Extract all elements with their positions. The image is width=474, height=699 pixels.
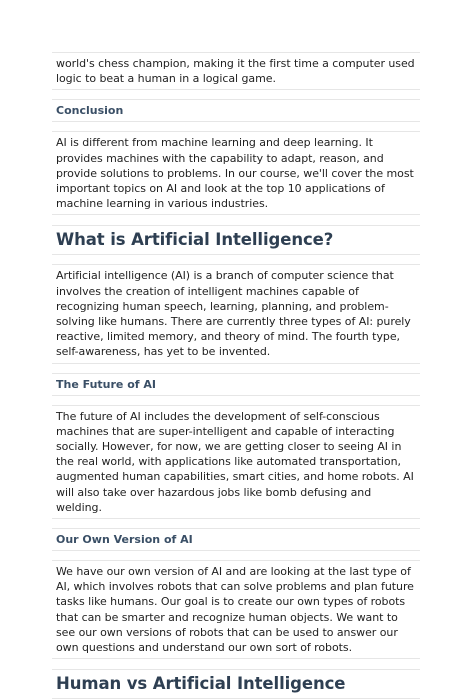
document-page [52,52,420,699]
what-is-ai-body: Artificial intelligence (AI) is a branch of computer science that involves the creation of intelligent machines capable of recognizing human speech, learning, planning, and problem-solving like humans. There are currently three types of AI: purely reactive, limited memory, and theory of mind. The fourth type, self-awareness, has yet to be invented. [56,269,411,359]
future-of-ai-heading: The Future of AI [56,377,157,391]
conclusion-heading: Conclusion [56,104,124,118]
future-of-ai-heading-block [52,373,420,396]
conclusion-body: AI is different from machine learning and deep learning. It provides machines with the capability to adapt, reason, and provide solutions to problems. In our course, we'll cover the most important topics on AI and look at the top 10 applications of machine learning in various industries. [56,136,414,211]
human-vs-ai-heading-block [52,669,420,699]
own-version-heading-block [52,528,420,551]
what-is-ai-heading: What is Artificial Intelligence? [56,230,334,250]
what-is-ai-heading-block [52,225,420,255]
intro-continuation-text: world's chess champion, making it the first time a computer used logic to beat a human in a logical game. [56,57,415,86]
own-version-body-block [52,560,420,659]
future-of-ai-body-block [52,405,420,519]
own-version-heading: Our Own Version of AI [56,533,193,547]
conclusion-body-block [52,131,420,215]
own-version-body: We have our own version of AI and are looking at the last type of AI, which involves robots that can solve problems and plan future tasks like humans. Our goal is to create our own types of robots that can be smarter and recognize human objects. We want to see our own versions of robots that can be used to answer our own questions and understand our own sort of robots. [56,565,414,655]
intro-continuation-block [52,52,420,90]
what-is-ai-body-block [52,264,420,363]
human-vs-ai-heading: Human vs Artificial Intelligence [56,674,346,694]
conclusion-heading-block [52,99,420,122]
future-of-ai-body: The future of AI includes the development of self-conscious machines that are super-intelligent and capable of interacting socially. However, for now, we are getting closer to seeing AI in the real world, with applications like automated transportation, augmented human capabilities, smart cities, and home robots. AI will also take over hazardous jobs like bomb defusing and welding. [56,409,414,514]
